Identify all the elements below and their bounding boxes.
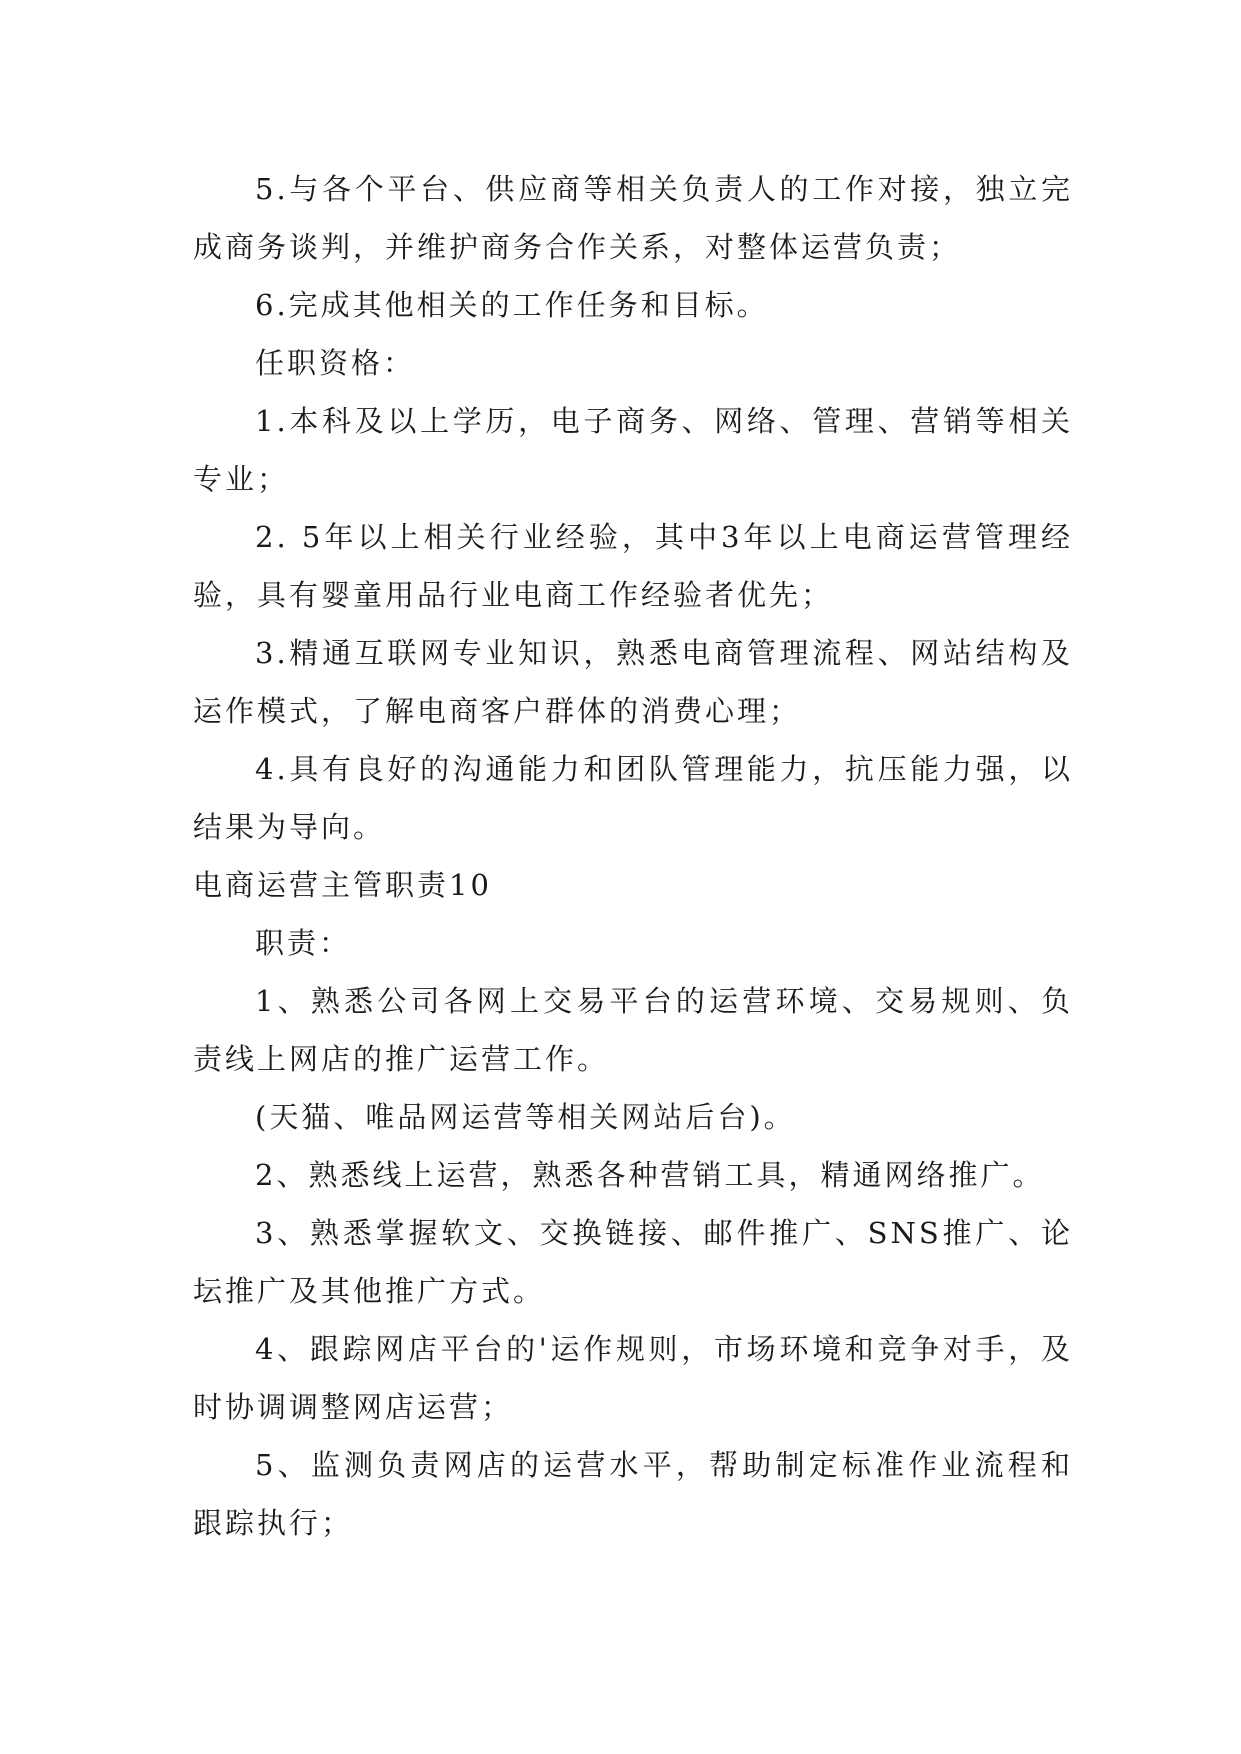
paragraph-duty-item-1: 1、熟悉公司各网上交易平台的运营环境、交易规则、负责线上网店的推广运营工作。 <box>193 984 1073 1076</box>
paragraph-duties-label: 职责： <box>255 926 352 960</box>
paragraph-duty-item-1-note: (天猫、唯品网运营等相关网站后台)。 <box>255 1100 796 1134</box>
paragraph-duty-item-4: 4、跟踪网店平台的'运作规则，市场环境和竞争对手，及时协调调整网店运营； <box>193 1332 1073 1424</box>
paragraph-qualifications-label: 任职资格： <box>255 346 416 380</box>
paragraph-duty-6: 6.完成其他相关的工作任务和目标。 <box>255 288 769 322</box>
document-body <box>193 160 1073 1552</box>
paragraph-qualification-1: 1.本科及以上学历，电子商务、网络、管理、营销等相关专业； <box>193 404 1073 496</box>
paragraph-qualification-2: 2. 5年以上相关行业经验，其中3年以上电商运营管理经验，具有婴童用品行业电商工作经验者优先； <box>193 520 1073 612</box>
paragraph-duty-item-2: 2、熟悉线上运营，熟悉各种营销工具，精通网络推广。 <box>255 1158 1045 1192</box>
paragraph-duty-item-3: 3、熟悉掌握软文、交换链接、邮件推广、SNS推广、论坛推广及其他推广方式。 <box>193 1216 1073 1308</box>
paragraph-duty-item-5: 5、监测负责网店的运营水平，帮助制定标准作业流程和跟踪执行； <box>193 1448 1073 1540</box>
paragraph-qualification-4: 4.具有良好的沟通能力和团队管理能力，抗压能力强，以结果为导向。 <box>193 752 1073 844</box>
section-heading: 电商运营主管职责10 <box>193 868 492 902</box>
paragraph-qualification-3: 3.精通互联网专业知识，熟悉电商管理流程、网站结构及运作模式，了解电商客户群体的消费心理； <box>193 636 1073 728</box>
paragraph-duty-5: 5.与各个平台、供应商等相关负责人的工作对接，独立完成商务谈判，并维护商务合作关系，对整体运营负责； <box>193 172 1073 264</box>
